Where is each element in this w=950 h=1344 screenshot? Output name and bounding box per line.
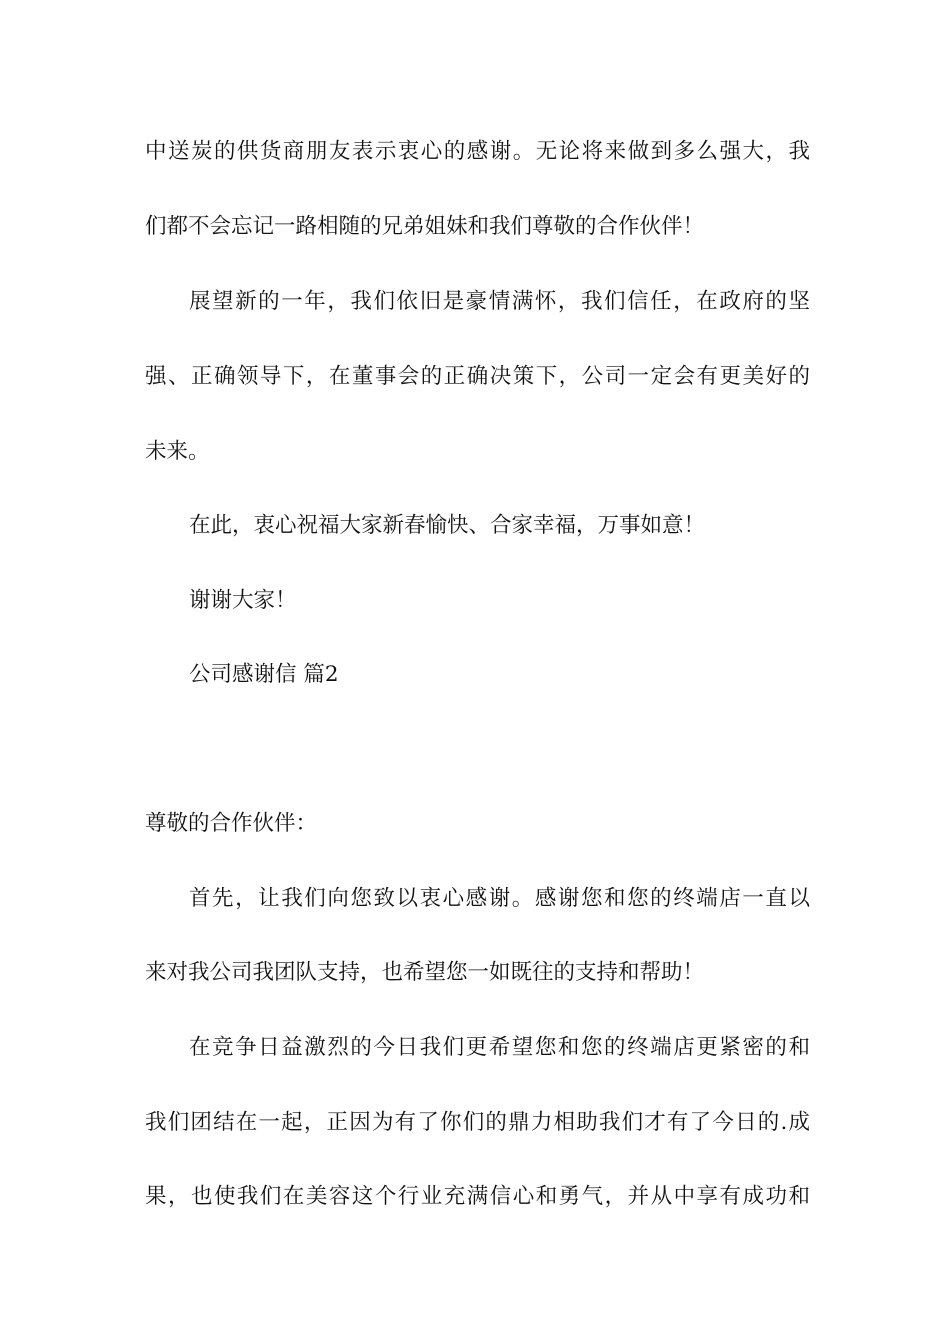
text-line: 未来。: [145, 439, 210, 464]
section-heading: 公司感谢信 篇2: [189, 662, 339, 687]
text-line: 在竞争日益激烈的今日我们更希望您和您的终端店更紧密的和: [189, 1035, 810, 1060]
text-line: 强、正确领导下，在董事会的正确决策下，公司一定会有更美好的: [145, 364, 810, 389]
text-line: 在此，衷心祝福大家新春愉快、合家幸福，万事如意！: [189, 513, 706, 538]
text-line: 首先，让我们向您致以衷心感谢。感谢您和您的终端店一直以: [189, 886, 810, 911]
text-line: 中送炭的供货商朋友表示衷心的感谢。无论将来做到多么强大，我: [145, 139, 810, 164]
salutation: 尊敬的合作伙伴：: [145, 811, 318, 836]
text-line: 果，也使我们在美容这个行业充满信心和勇气，并从中享有成功和: [145, 1184, 810, 1209]
text-line: 谢谢大家！: [189, 588, 297, 613]
text-line: 们都不会忘记一路相随的兄弟姐妹和我们尊敬的合作伙伴！: [145, 214, 705, 239]
text-line: 展望新的一年，我们依旧是豪情满怀，我们信任，在政府的坚: [189, 289, 810, 314]
text-line: 我们团结在一起，正因为有了你们的鼎力相助我们才有了今日的.成: [145, 1110, 810, 1135]
text-line: 来对我公司我团队支持，也希望您一如既往的支持和帮助！: [145, 960, 705, 985]
